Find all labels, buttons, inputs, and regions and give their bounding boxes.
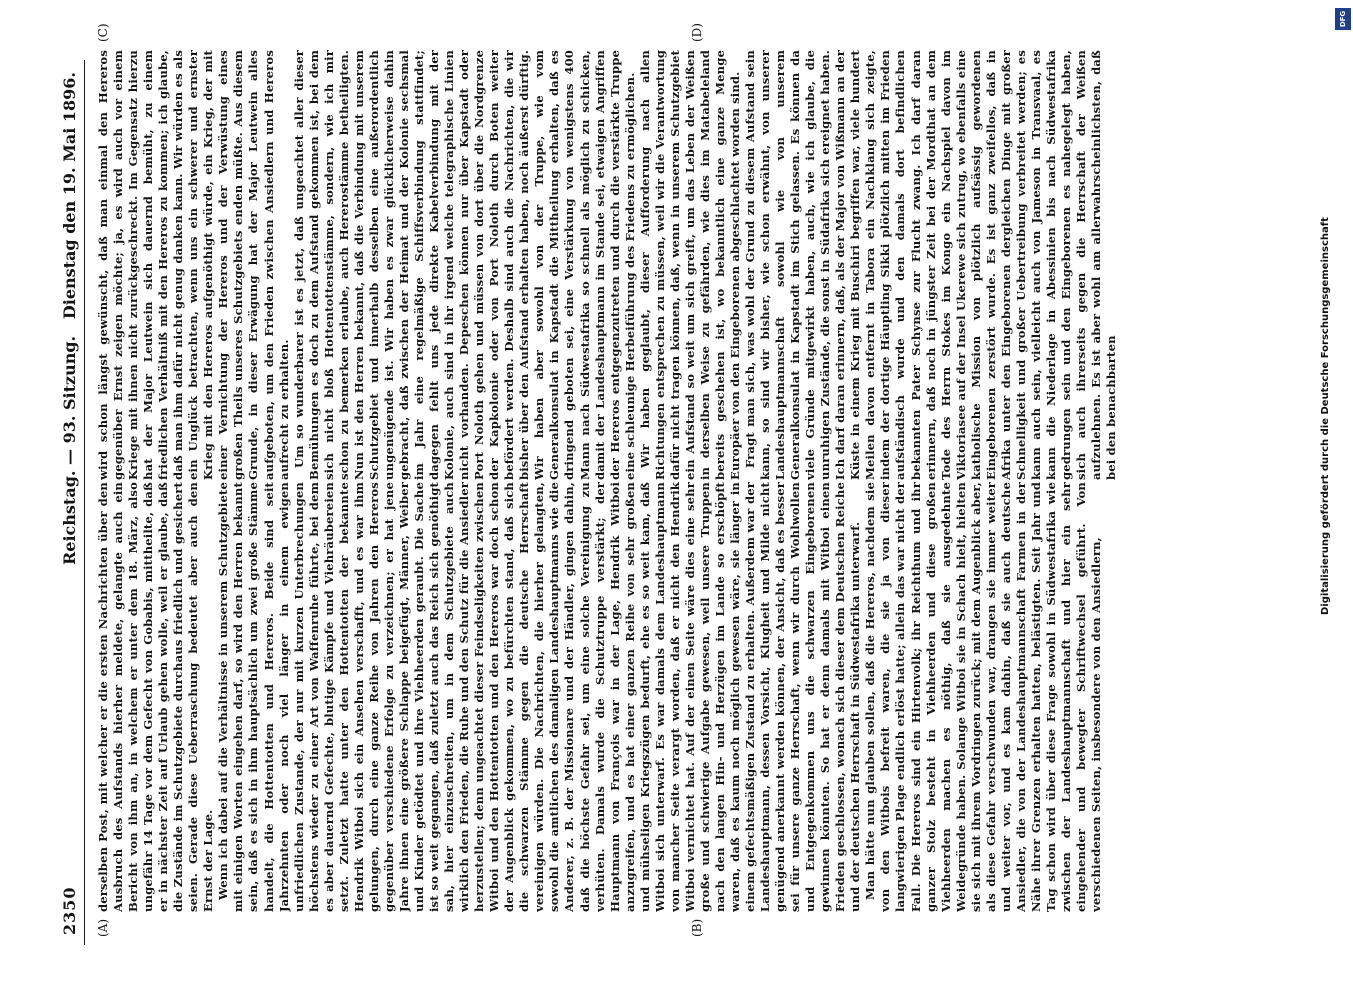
paragraph: Fragt man sich, was wohl der Grund zu diesem Aufstand sein kann, so sind wir bisher, wie schon erwähnt, von unserer Landeshauptmannschaft sowohl wie von unserem Generalkonsulat in Kapstadt im Stich gelassen. Es können da viele Gründe mitgewirkt haben, auch, wie ich glaube, die unruhigen Zustände, die sonst in Südafrika sich ereignet haben. Ich darf daran erinnern, daß, als der Major von Wißmann an der Küste in einem Krieg mit Buschiri begriffen war, viele hundert Meilen davon entfernt in Tabora ein Nachklang sich zeigte, indem der dortige Häuptling Sikki plötzlich mitten im Frieden aufständisch wurde und den damals dort befindlichen bekannten Pater Schynse zur Flucht zwang. Ich darf daran erinnern, daß noch in jüngster Zeit bei der Mordthat an dem Tode des Herrn Stokes im Kongo ein Nachspiel davon im Viktoriasee auf der Insel Ukerewe sich zutrug, wo ebenfalls eine katholische Mission von plötzlich aufsässig gewordenen Eingeborenen zerstört wurde. Es ist ganz zweifellos, daß in Afrika unter den Eingeborenen dergleichen Dinge mit großer Schnelligkeit und großer Uebertreibung verbreitet werden; es kann auch sein, vielleicht auch von Jameson in Transvaal, es kann die Niederlage in Abessinien bis nach Südwestafrika gedrungen sein und den Eingeborenen es nahegelegt haben, sich auch ihrerseits gegen die Herrschaft der Weißen aufzulehnen. Es ist aber wohl am allerwahrscheinlichsten, daß bei den benachbarten — [743, 50, 1119, 480]
paragraph: Man hätte nun glauben sollen, daß die Hereros, nachdem sie von den Witbois befreit waren, die sie ja von dieser langwierigen Plage endlich erlöst hatte; allein das war nicht der Fall. Die Hereros sind ein Hirtenvolk; ihr Reichthum und ihr ganzer Stolz besteht in Viehheerden und diese großen Viehheerden machen es nöthig, daß sie ausgedehnte Weidegründe haben. Solange Witboi sie in Schach hielt, hielten sie sich mit ihrem Vordringen zurück; mit dem Augenblick aber, als diese Gefahr verschwunden war, drangen sie immer weiter und weiter vor, und es kam dahin, daß sie auch deutsche Ansiedler, die von der Landeshauptmannschaft Farmen in der Nähe ihrer Grenzen erhalten hatten, belästigten. Seit Jahr und Tag schon wird über diese Frage sowohl in Südwestafrika wie zwischen der Landeshauptmannschaft und hier ein sehr eingehender und bewegter Schriftwechsel geführt. Von verschiedenen Seiten, insbesondere von den Ansiedlern, — [863, 482, 1104, 912]
session-date: Dienstag den 19. Mai 1896. — [60, 72, 79, 320]
page-header — [56, 60, 85, 945]
margin-letter-a: (A) — [96, 918, 110, 937]
digitization-credit: Digitalisierung gefördert durch die Deutsche Forschungsgemeinschaft — [1320, 217, 1331, 615]
right-column — [96, 50, 1246, 480]
paragraph: derselben Post, mit welcher er die ersten Nachrichten über den Ausbruch des Aufstands hierher meldete, gelangte auch ein Bericht von ihm an, in welchem er unter dem 18. März, also ungefähr 14 Tage vor dem Gefecht von Gobabis, mittheilte, daß er in nächster Zeit auf Urlaub gehen wolle, weil er glaube, daß die Zustände im Schutzgebiete durchaus friedlich und gesichert seien. Gerade diese Ueberraschung bedeutet aber auch den Ernst der Lage. — [96, 482, 216, 912]
left-column — [96, 482, 1246, 912]
paragraph: Wir haben geglaubt, dieser Aufforderung nach allen Richtungen entsprechen zu müssen, weil wir die Verantwortung dafür nicht tragen können, daß, wenn in unserem Schutzgebiet ein Aufstand so weit um sich greift, um das Leben der Weißen in derselben Weise zu gefährden, wie dies im Matabeleland bereits geschehen ist, wo bekanntlich eine ganze Menge Europäer von den Eingeborenen abgeschlachtet worden sind. — [637, 50, 742, 480]
paragraph: wird schon längst gewünscht, daß man einmal den Hereros gegenüber Ernst zeigen möchte; ja, es wird auch vor einem Kriege mit ihnen nicht zurückgeschreckt. Im Gegensatz hierzu hat der Major Leutwein sich dauernd bemüht, zu einem friedlichen Verhältniß mit den Hereros zu kommen; ich glaube, daß man ihm dafür nicht genug danken kann. Wir würden es als ein Unglück betrachten, wenn uns ein schwerer und ernster Krieg mit den Hereros aufgenöthigt würde, ein Krieg, der mit einer Vernichtung der Hereros und der Verwüstung eines großen Theils unseres Schutzgebiets enden müßte. Aus diesem Grunde, in dieser Erwägung hat der Major Leutwein alles aufgeboten, um den Frieden zwischen Ansiedlern und Hereros aufrecht zu erhalten. — [96, 50, 291, 480]
dfg-logo: DFG — [1335, 8, 1351, 30]
paragraph: Wenn ich dabei auf die Verhältnisse in unserem Schutzgebiete mit einigen Worten eingehen darf, so wird den Herren bekannt sein, daß es sich in ihm hauptsächlich um zwei große Stämme handelt, die Hottentotten und Hereros. Beide sind seit Jahrzehnten oder noch viel länger in einem ewigen unfriedlichen Zustande, der nur mit kurzen Unterbrechungen höchstens wieder zu einer Art von Waffenruhe führte, bei dem es aber dauernd Gefechte, blutige Kämpfe und Viehräubereien setzt. Zuletzt hatte unter den Hottentotten der bekannte Hendrik Witboi sich ein Ansehen verschafft, und es war ihm gelungen, durch eine ganze Reihe von Jahren den Hereros gegenüber verschiedene Erfolge zu verzeichnen; er hat jene Jahre ihnen eine größere Schlappe beigefügt, Männer, Weiber und Kinder getödtet und ihre Viehheerden geraubt. Die Sache ist so weit gegangen, daß zuletzt auch das Reich sich genöthigt sah, hier einzuschreiten, um in dem Schutzgebiete auch wirklich den Frieden, die Ruhe und den Schutz für die Ansiedler herzustellen; denn ungeachtet dieser Feindseligkeiten zwischen Witboi und den Hottentotten und den Hereros war doch schon der Augenblick gekommen, wo zu befürchten stand, daß sich die schwarzen Stämme gegen die deutsche Herrschaft vereinigen würden. Die Nachrichten, die hierher gelangten, sowohl die amtlichen des damaligen Landeshauptmanns wie die Anderer, z. B. der Missionare und der Händler, gingen dahin, daß die höchste Gefahr sei, um eine solche Vereinigung zu verhüten. Damals wurde die Schutztruppe verstärkt; der Hauptmann von François war in der Lage, Hendrik Witboi anzugreifen, und es hat einer ganzen Reihe von sehr großen und mühseligen Kriegszügen bedurft, ehe es so weit kam, daß Witboi sich unterwarf. Es war damals dem Landeshauptmann von mancher Seite verargt worden, daß er nicht den Hendrik Witboi vernichtet hat. Auf der einen Seite wäre dies eine sehr große und schwierige Aufgabe gewesen, weil unsere Truppen nach den langen Hin- und Herzügen im Lande so erschöpft waren, daß es kaum noch möglich gewesen wäre, sie länger in einem gefechtsmäßigen Zustand zu erhalten. Außerdem war der Landeshauptmann, dessen Vorsicht, Klugheit und Milde nicht genügend anerkannt werden können, der Ansicht, daß es besser sei für unsere ganze Herrschaft, wenn wir durch Wohlwollen und Entgegenkommen uns die schwarzen Eingeborenen gewinnen könnten. So hat er denn damals mit Witboi einen Frieden geschlossen, wonach sich dieser dem Deutschen Reiche und der deutschen Herrschaft in Südwestafrika unterwarf. — [216, 482, 863, 912]
margin-letter-b: (B) — [690, 918, 704, 937]
margin-letter-d: (D) — [690, 23, 704, 42]
margin-letter-c: (C) — [96, 23, 110, 42]
page-number: 2350 — [60, 886, 79, 935]
paragraph: Um so wunderbarer ist es jetzt, daß ungeachtet aller dieser Bemühungen es doch zu dem Aufstand gekommen ist, bei dem sich nicht bloß Hottentottenstämme, sondern, wie ich mir schon zu bemerken erlaube, auch Hererostämme betheiligten. Nun ist den Herren bekannt, daß die Verbindung mit unserem Schutzgebiet und innerhalb desselben eine außerordentlich ungenügende ist. Wir haben es zwar glücklicherweise dahin gebracht, daß zwischen der Heimat und der Kolonie sechsmal im Jahr eine regelmäßige Schiffsverbindung stattfindet; dagegen fehlt uns jede direkte Kabelverbindung mit der Kolonie, auch sind in ihr irgend welche telegraphische Linien nicht vorhanden. Depeschen können nur über Kapstadt oder Port Noloth gehen und müssen von dort über die Nordgrenze der Kapkolonie oder von Port Noloth durch Boten weiter befördert werden. Deshalb sind auch die Nachrichten, die wir bisher über den Aufstand erhalten haben, noch äußerst dürftig. Wir haben aber sowohl von der Truppe, wie vom Generalkonsulat in Kapstadt die Mittheilung erhalten, daß es dringend geboten sei, eine Verstärkung von wenigstens 400 Mann nach Südwestafrika so schnell als möglich zu schicken, damit der Landeshauptmann im Stande sei, etwaigen Angriffen der Hereros entgegenzutreten und durch die verstärkte Truppe eine schleunige Herbeiführung des Friedens zu ermöglichen. — [291, 50, 637, 480]
session-title: Reichstag. — 93. Sitzung. — [60, 335, 79, 565]
